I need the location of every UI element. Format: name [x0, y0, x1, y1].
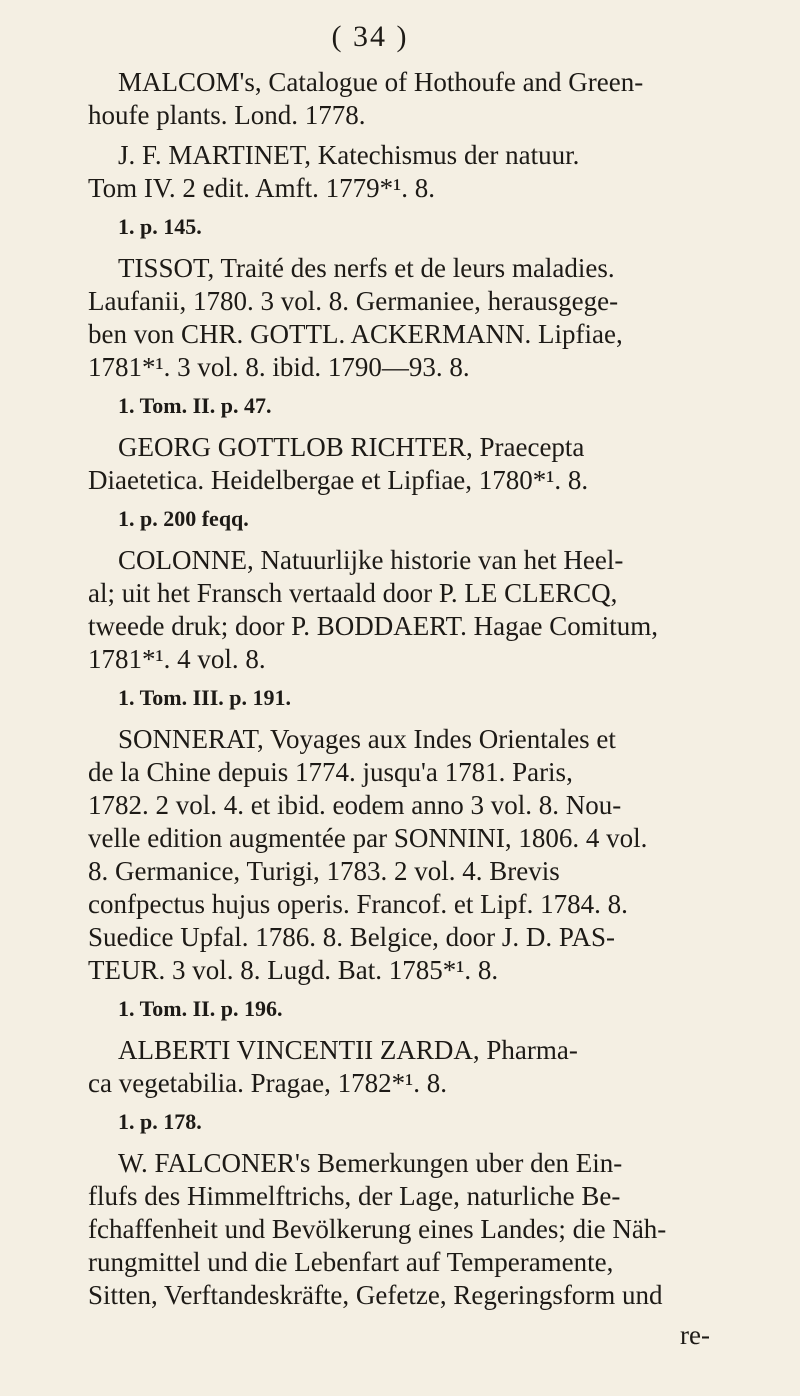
- entry-note: 1. p. 145.: [118, 214, 202, 239]
- entry-line: 1781*¹. 4 vol. 8.: [88, 644, 266, 674]
- entry-colonne: [88, 544, 728, 714]
- entry-note: 1. Tom. III. p. 191.: [118, 685, 292, 710]
- entry-line: confpectus hujus operis. Francof. et Lipf. 1784. 8.: [88, 889, 628, 919]
- entry-line: COLONNE, Natuurlijke historie van het Heel-: [118, 545, 624, 575]
- entry-note: 1. p. 200 feqq.: [118, 506, 249, 531]
- entry-line: Suedice Upfal. 1786. 8. Belgice, door J. D. PAS-: [88, 922, 615, 952]
- entry-line: J. F. MARTINET, Katechismus der natuur.: [118, 140, 580, 170]
- entry-line: Laufanii, 1780. 3 vol. 8. Germaniee, herausgege-: [88, 286, 619, 316]
- entry-line: fchaffenheit und Bevölkerung eines Landes; die Näh-: [88, 1214, 667, 1244]
- entry-sonnerat: [88, 723, 728, 1025]
- entry-martinet: [88, 139, 728, 243]
- entry-line: Sitten, Verftandeskräfte, Gefetze, Regeringsform und: [88, 1280, 663, 1310]
- entry-malcom: [88, 66, 728, 132]
- page-number: ( 34 ): [331, 20, 409, 53]
- entry-line: 1782. 2 vol. 4. et ibid. eodem anno 3 vol. 8. Nou-: [88, 790, 622, 820]
- entry-zarda: [88, 1034, 728, 1138]
- entry-line: 1781*¹. 3 vol. 8. ibid. 1790—93. 8.: [88, 352, 470, 382]
- entry-line: flufs des Himmelftrichs, der Lage, naturliche Be-: [88, 1181, 621, 1211]
- entry-line: W. FALCONER's Bemerkungen uber den Ein-: [118, 1148, 623, 1178]
- catalogue-text: [88, 66, 728, 1352]
- entry-line: rungmittel und die Lebenfart auf Temperamente,: [88, 1247, 614, 1277]
- entry-line: ben von CHR. GOTTL. ACKERMANN. Lipfiae,: [88, 319, 623, 349]
- entry-line: Tom IV. 2 edit. Amft. 1779*¹. 8.: [88, 173, 435, 203]
- entry-line: SONNERAT, Voyages aux Indes Orientales et: [118, 724, 616, 754]
- entry-line: tweede druk; door P. BODDAERT. Hagae Comitum,: [88, 611, 659, 641]
- entry-line: houfe plants. Lond. 1778.: [88, 100, 366, 130]
- entry-note: 1. Tom. II. p. 196.: [118, 996, 283, 1021]
- entry-line: GEORG GOTTLOB RICHTER, Praecepta: [118, 432, 585, 462]
- entry-line: 8. Germanice, Turigi, 1783. 2 vol. 4. Brevis: [88, 856, 560, 886]
- catchword: re-: [680, 1320, 710, 1350]
- entry-falconer: [88, 1147, 728, 1312]
- entry-note: 1. Tom. II. p. 47.: [118, 393, 272, 418]
- entry-line: TEUR. 3 vol. 8. Lugd. Bat. 1785*¹. 8.: [88, 955, 499, 985]
- entry-line: al; uit het Fransch vertaald door P. LE CLERCQ,: [88, 578, 618, 608]
- entry-line: Diaetetica. Heidelbergae et Lipfiae, 1780*¹. 8.: [88, 465, 589, 495]
- entry-tissot: [88, 252, 728, 422]
- entry-line: ca vegetabilia. Pragae, 1782*¹. 8.: [88, 1068, 447, 1098]
- entry-line: TISSOT, Traité des nerfs et de leurs maladies.: [118, 253, 615, 283]
- entry-note: 1. p. 178.: [118, 1109, 202, 1134]
- entry-line: ALBERTI VINCENTII ZARDA, Pharma-: [118, 1035, 578, 1065]
- entry-line: velle edition augmentée par SONNINI, 1806. 4 vol.: [88, 823, 648, 853]
- entry-line: de la Chine depuis 1774. jusqu'a 1781. Paris,: [88, 757, 573, 787]
- entry-richter: [88, 431, 728, 535]
- entry-line: MALCOM's, Catalogue of Hothoufe and Green-: [118, 67, 644, 97]
